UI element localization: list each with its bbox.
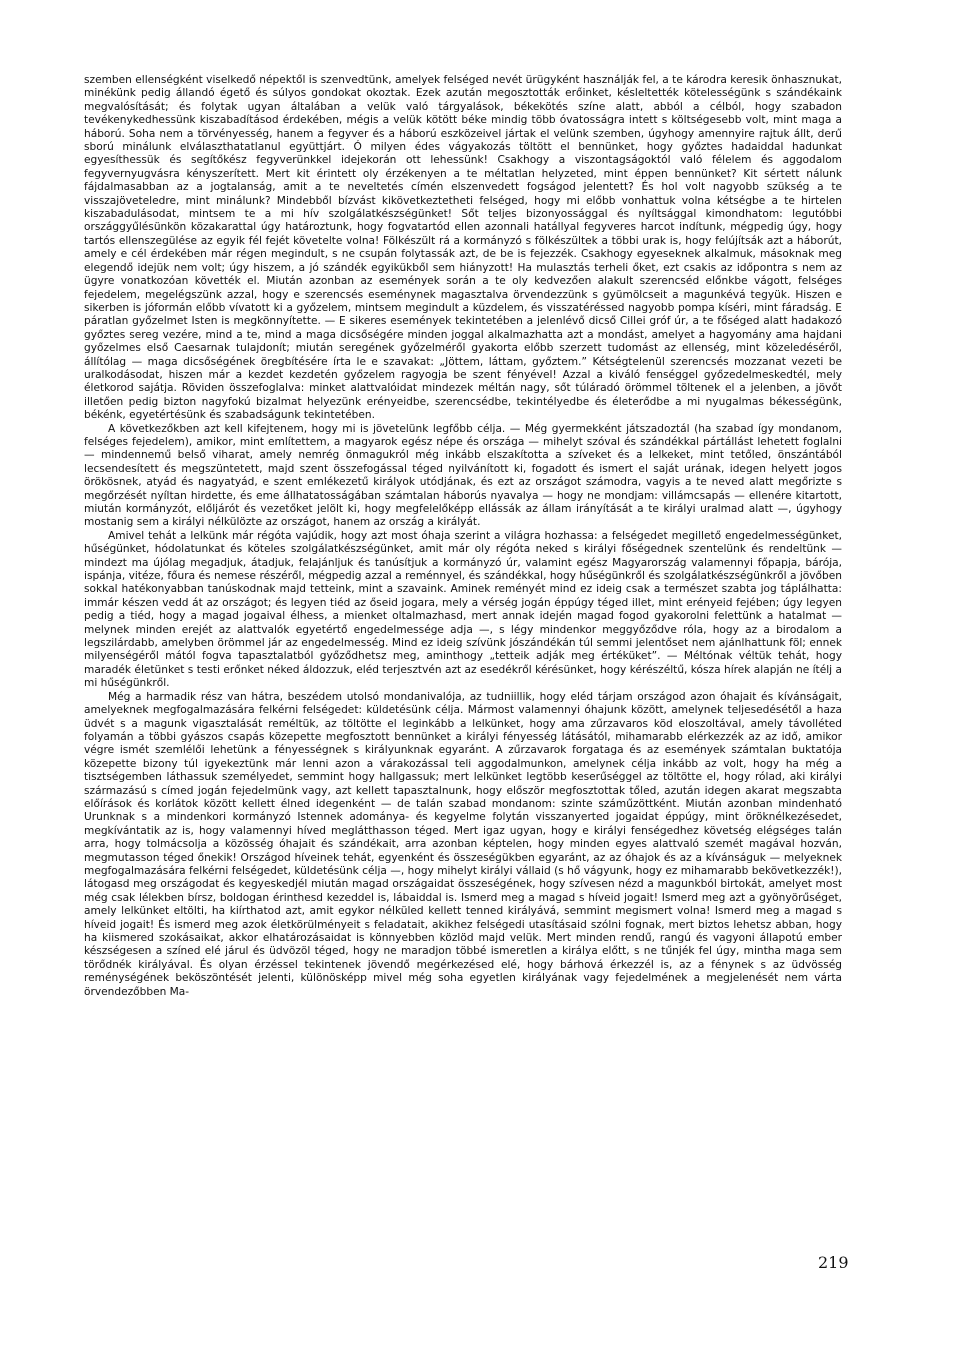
page-number: 219 bbox=[818, 1253, 849, 1272]
body-text bbox=[84, 74, 842, 999]
paragraph: A következőkben azt kell kifejtenem, hogy mi is jövetelünk legfőbb célja. — Még gyermekként játszadoztál (ha szabad így mondanom, felséges fejedelem), amikor, mint említettem, a magyarok egész népe és országa — mihelyt szóval és szándékkal pártállást lehetett foglalni — mindennemű belső viharat, amely nemrég önmagukról még inkább elszakította a szíveket és a lelkeket, mint tetőled, önszántából lecsendesített és megszüntetett, majd szent összefogással téged nyilvánított ki, fogadott és ismert el saját urának, idegen helyett jogos örökösnek, atyád és nagyatyád, e szent emlékezetű királyok utódjának, és ezt az országot számodra, vagyis a te neved alatt megőrizte s megőrzését nyíltan hirdette, és eme állhatatosságában számtalan háborús nyavalya — hogy ne mondjam: villámcsapás — ellenére kitartott, miután kormányzót, előljárót és vezetőket jelölt ki, hogy megfelelőképp ellássák az állam irányítását a te királyi uralmad alatt —, úgyhogy mostanig sem a királyi nélkülözte az országot, hanem az ország a királyát. bbox=[84, 422, 842, 529]
paragraph: Amivel tehát a lelkünk már régóta vajúdik, hogy azt most óhaja szerint a világra hozhassa: a felségedet megillető engedelmességünket, hűségünket, hódolatunkat és köteles szolgálatkészségünket, amit már oly régóta neked s királyi főségednek szentelünk és rendeltünk — mindezt ma újólag megadjuk, átadjuk, felajánljuk és tanúsítjuk a kormányzó úr, valamint egész Magyarország valamennyi főpapja, bárója, ispánja, vitéze, főura és nemese részéről, mégpedig azzal a reménnyel, és szándékkal, hogy hűségünkről és szolgálatkészségünkről a jövőben sokkal hatékonyabban tanúskodnak majd tetteink, mint a szavaink. Aminek reményét mind ez ideig csak a természet szabta jog táplálhatta: immár készen vedd át az országot; és legyen tiéd az őseid jogara, mely a vérség jogán éppúgy téged illet, mint erényeid fejében; úgy legyen pedig a tiéd, hogy a magad jogaival élhess, a mienket oltalmazhasd, mert annak idején magad fogod gyakorolni felettünk a hatalmat — melynek minden erejét az alattvalók egyetértő engedelmessége adja —, s légy mindenkor meggyőződve róla, hogy az a birodalom a legszilárdabb, amelyben örömmel jár az engedelmesség. Mind ez ideig szívünk jószándékán túl semmi jelentőset nem ajánlhattunk föl; ennek milyenségéről mától fogva tapasztalatból győződhetsz meg, aminthogy „tetteik adják meg értéküket”. — Méltónak véltük tehát, hogy maradék életünket s testi erőnket néked áldozzuk, eléd terjesztvén azt az esedékről kérésünket, hogy kérészéltű, kósza hírek alapján ne ítélj a mi hűségünkről. bbox=[84, 529, 842, 690]
paragraph: szemben ellenségként viselkedő népektől is szenvedtünk, amelyek felséged nevét ürügyként használják fel, a te károdra keresik önhasznukat, minékünk pedig állandó égető és súlyos gondokat okoztak. Ezek azután megosztották erőinket, késleltették kötelességünk s szándékaink megvalósítását; és folytak ugyan általában a velük való tárgyalások, békekötés színe alatt, abból a célból, hogy szabadon tevékenykedhessünk kiszabadításod érdekében, mégis a velük kötött béke mindig több óvatosságra intett s költségesebb volt, mint maga a háború. Soha nem a törvényesség, hanem a fegyver és a háború eszközeivel jártak el velünk szemben, úgyhogy amennyire rajtuk állt, derű sború minálunk elválaszthatatlanul együttjárt. Ó milyen édes vágyakozás töltött el bennünket, hogy győztes hadaiddal hadunkat egyesíthessük és segítőkész fegyverünkkel idejekorán ott lehessünk! Csakhogy a viszontagságoktól való félelem és aggodalom fegyvernyugvásra kényszerített. Mert kit érintett oly érzékenyen a te méltatlan helyzeted, mint éppen bennünket? Kit sértett nálunk fájdalmasabban az a jogtalanság, amit a te neveltetés címén elszenvedett fogságod jelentett? És hol volt nagyobb szükség a te visszajöveteledre, mint minálunk? Mindebből bízvást kikövetkeztetheti felséged, hogy mi előbb vonhattuk volna kétségbe a te hirtelen kiszabadulásodat, mintsem te a mi hív szolgálatkészségünket! Sőt teljes bizonyossággal és nyíltsággal kimondhatom: legutóbbi országgyűlésünkön közakarattal úgy határoztunk, hogy fogvatartód ellen azonnali hatállyal fegyveres harcot indítunk, mégpedig úgy, hogy tartós ellenszegülése az egyik fél fejét követelte volna! Fölkészült rá a kormányzó s fölkészültek a többi urak is, hogy felújítsák azt a háborút, amely e cél érdekében már régen megindult, s ne csupán folytassák azt, de be is fejezzék. Csakhogy egyeseknek alkalmuk, másoknak meg elegendő idejük nem volt; úgy hiszem, a jó szándék egyikükből sem hiányzott! Ha mulasztás terheli őket, ezt csakis az időpontra s nem az ügyre vonatkozóan követték el. Miután azonban az események során a te oly kedvezően alakult szerencséd előnkbe vágott, felséges fejedelem, megelégszünk azzal, hogy e szerencsés eseménynek magasztalva örvendezzünk s gyümölcseit a magunkévá tegyük. Hiszen e sikerben is jóformán előbb vívatott ki a győzelem, mintsem megindult a küzdelem, és visszatéréssed nagyobb pompa kíséri, mint fáradság. E páratlan győzelmet Isten is megkönnyítette. — E sikeres események tekintetében a jelenlévő dicső Cillei gróf úr, a te főséged alatt hadakozó győztes sereg vezére, mind a te, mind a maga dicsőségére minden joggal alkalmazhatta azt a mondást, amelyet a hagyomány ama hajdani győzelmes első Caesarnak tulajdonít; miután seregének győzelméről gyakorta előbb szerzett tudomást az ellenség, mint közeledéséről, állítólag — maga dicsőségének öregbítésére írta le e szavakat: „Jöttem, láttam, győztem.” Kétségtelenül szerencsés mozzanat vezeti be uralkodásodat, hiszen már a kezdet kezdetén győzelem ragyogja be szent fényével! Azzal a kiváló fenséggel győzedelmeskedtél, mely életkorod sajátja. Röviden összefoglalva: minket alattvalóidat mindezek méltán nagy, sőt túláradó örömmel töltenek el a jelenben, a jövőt illetően pedig bizton nagyfokú bizalmat helyezünk erényeidbe, szerencsédbe, tekintélyedbe és életerődbe a mi nyugalmas békességünk, békénk, egyetértésünk és szabadságunk tekintetében. bbox=[84, 74, 842, 422]
paragraph: Még a harmadik rész van hátra, beszédem utolsó mondanivalója, az tudniillik, hogy eléd tárjam országod azon óhajait és kívánságait, amelyeknek megfogalmazására felkérni felségedet: küldetésünk célja. Mármost valamennyi óhajunk között, amelynek teljesedésétől a haza üdvét s a magunk vigasztalását reméltük, az töltötte el leginkább a lelkünket, hogy ama zűrzavaros köd eloszoltával, amely távolléted folyamán a többi gyászos csapás közepette megfosztott bennünket a királyi fényesség látásától, mihamarabb elérkezzék az az idő, amikor végre ismét szemlélői lehetünk a fényességnek s királyunknak egyaránt. A zűrzavarok forgataga és az események számtalan buktatója közepette bizony túl igyekeztünk már lenni azon a várakozással teli aggodalmunkon, amelynek célja inkább az volt, hogy ha még a tisztségemben láthassuk személyedet, semmint hogy hallgassuk; mert lelkünket legtöbb keserűséggel az töltötte el, hogy rólad, aki királyi származású s címed jogán fejedelmünk vagy, azt kellett tapasztalnunk, hogy először megfosztottak tőled, azután idegen akarat megszabta előírások és korlátok között kellett élned idegenként — de talán szabad mondanom: szinte száműzöttként. Miután azonban mindenható Urunknak s a mindenkori kormányzó Istennek adománya- és kegyelme folytán visszanyerted jogaidat éppúgy, mint öröknélkezésedet, megkívántatik az is, hogy valamennyi híved meglátthasson téged. Mert igaz ugyan, hogy e királyi fenségedhez követség elégséges talán arra, hogy tolmácsolja a közösség óhajait és szándékait, arra azonban képtelen, hogy minden egyes alattvaló szemét magával hozván, megmutasson téged őnekik! Országod híveinek tehát, egyenként és összeségükben egyaránt, az az óhajok és az a kívánságuk — melyeknek megfogalmazására felkérni felségedet, küldetésünk célja —, hogy mihelyt királyi vállaid (s hő vágyunk, hogy ez mihamarabb bekövetkezzék!), látogasd meg országodat és kegyeskedjél miután magad országaidat összeségének, hogy szívesen nézd a magunkból birtokát, amelyet most még csak lélekben bírsz, boldogan érinthesd kezeddel is, lábaiddal is. Ismerd meg a magad s híveid jogait! Ismerd meg azt a gyönyörűséget, amely lelkünket eltölti, ha kiírthatod azt, amit egykor nélküled kellett tenned királyává, semmint megismert volna! Ismerd meg a magad s híveid jogait! És ismerd meg azok életkörülményeit s feladatait, akikhez felségedi utasításaid szólni fognak, mert biztos lehetsz abban, hogy ha kiismered szokásaikat, akkor elhatározásaidat is könnyebben közlöd majd velük. Mert minden rendű, rangú és vagyoni állapotú ember készségesen a színed elé járul és üdvözöl téged, hogy ne maradjon többé ismeretlen a királya előtt, s ne tűnjék fel úgy, mintha maga sem törődnék királyával. És olyan érzéssel tekintenek jövendő megérkezésed elé, hogy bárhová érkezzél is, az a fénynek s az üdvösség reménységének beköszöntését jelenti, különösképp mivel még soha egyetlen királyának vagy fejedelmének a megjelenését nem várta örvendezőbben Ma- bbox=[84, 690, 842, 998]
